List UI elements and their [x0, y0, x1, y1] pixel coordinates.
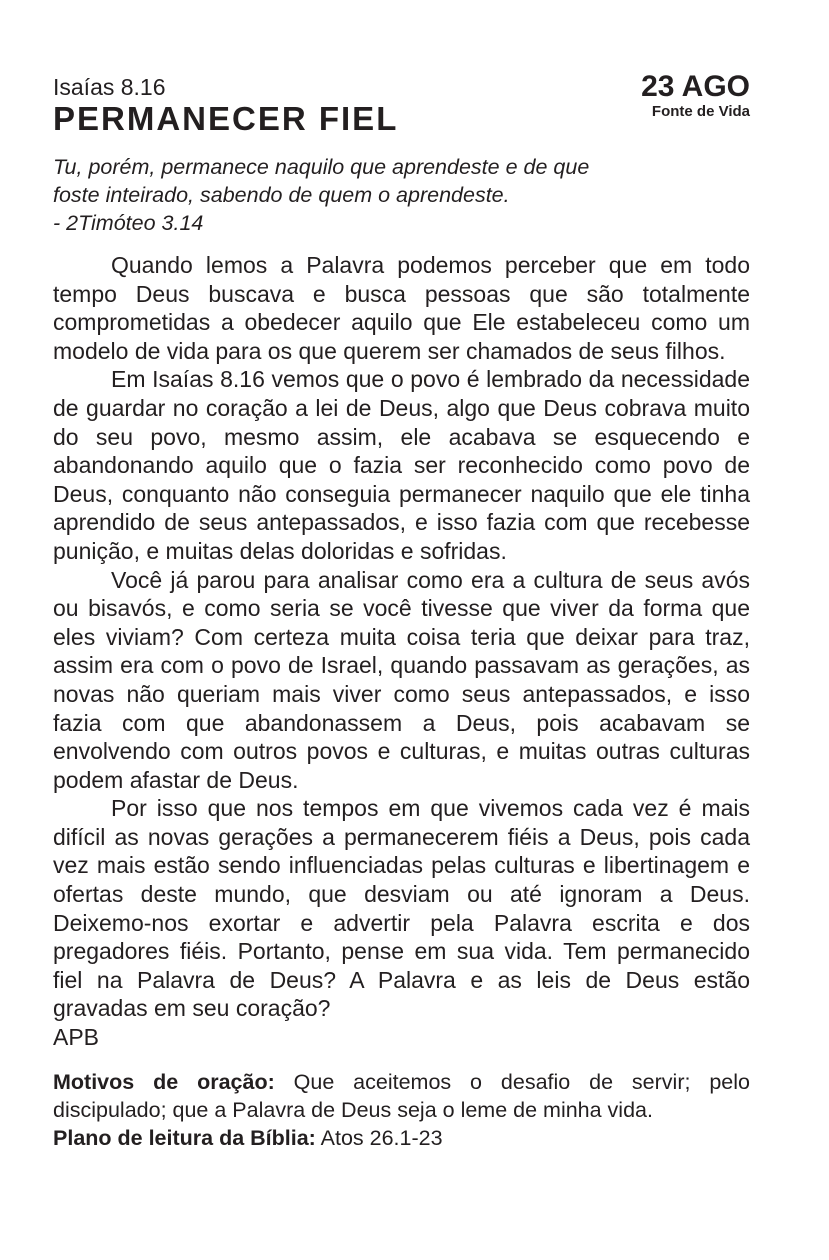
page-footer: [53, 1068, 750, 1152]
date-label: 23 AGO: [641, 70, 750, 103]
reading-plan-label: Plano de leitura da Bíblia:: [53, 1125, 316, 1150]
verse-line-1: Tu, porém, permanece naquilo que aprendeste e de que: [53, 155, 590, 179]
body-paragraph-2: Em Isaías 8.16 vemos que o povo é lembrado da necessidade de guardar no coração a lei de Deus, algo que Deus cobrava muito do seu povo, mesmo assim, ele acabava se esquecendo e abandonando aquilo que o fazia ser reconhecido como povo de Deus, conquanto não conseguia permanecer naquilo que ele tinha aprendido de seus antepassados, e isso fazia com que recebesse punição, e muitas delas doloridas e sofridas.: [53, 366, 750, 564]
prayer-text: Que aceitemos o desafio de servir; pelo discipulado; que a Palavra de Deus seja o leme de minha vida.: [53, 1069, 750, 1122]
verse-line-2: foste inteirado, sabendo de quem o aprendeste.: [53, 183, 510, 207]
reading-plan-text: Atos 26.1-23: [320, 1125, 443, 1150]
page-header: [53, 70, 750, 140]
page-title: PERMANECER FIEL: [53, 100, 399, 137]
devotional-page: [53, 70, 750, 1152]
scripture-reference: Isaías 8.16: [53, 74, 166, 100]
body-paragraph-3: Você já parou para analisar como era a cultura de seus avós ou bisavós, e como seria se você tivesse que viver da forma que eles viviam? Com certeza muita coisa teria que deixar para traz, assim era com o povo de Israel, quando passavam as gerações, as novas não queriam mais viver como seus antepassados, e isso fazia com que abandonassem a Deus, pois acabavam se envolvendo com outros povos e culturas, e muitas outras culturas podem afastar de Deus.: [53, 566, 750, 793]
author-signature: APB: [53, 1024, 100, 1051]
prayer-section: [53, 1068, 750, 1124]
body-paragraph-4: Por isso que nos tempos em que vivemos cada vez é mais difícil as novas gerações a permanecerem fiéis a Deus, pois cada vez mais estão sendo influenciadas pelas culturas e libertinagem e ofertas deste mundo, que desviam ou até ignoram a Deus. Deixemo-nos exortar e advertir pela Palavra escrita e dos pregadores fiéis. Portanto, pense em sua vida. Tem permanecido fiel na Palavra de Deus? A Palavra e as leis de Deus estão gravadas em seu coração?: [53, 795, 750, 1022]
devotional-body: [53, 251, 750, 1052]
verse-citation: - 2Timóteo 3.14: [53, 211, 204, 235]
prayer-label: Motivos de oração:: [53, 1069, 275, 1094]
body-paragraph-1: Quando lemos a Palavra podemos perceber que em todo tempo Deus buscava e busca pessoas que são totalmente comprometidas a obedecer aquilo que Ele estabeleceu como um modelo de vida para os que querem ser chamados de seus filhos.: [53, 252, 750, 364]
reading-plan-section: [53, 1124, 750, 1152]
date-block: [641, 70, 750, 120]
key-verse: [53, 153, 750, 237]
source-label: Fonte de Vida: [651, 103, 750, 120]
